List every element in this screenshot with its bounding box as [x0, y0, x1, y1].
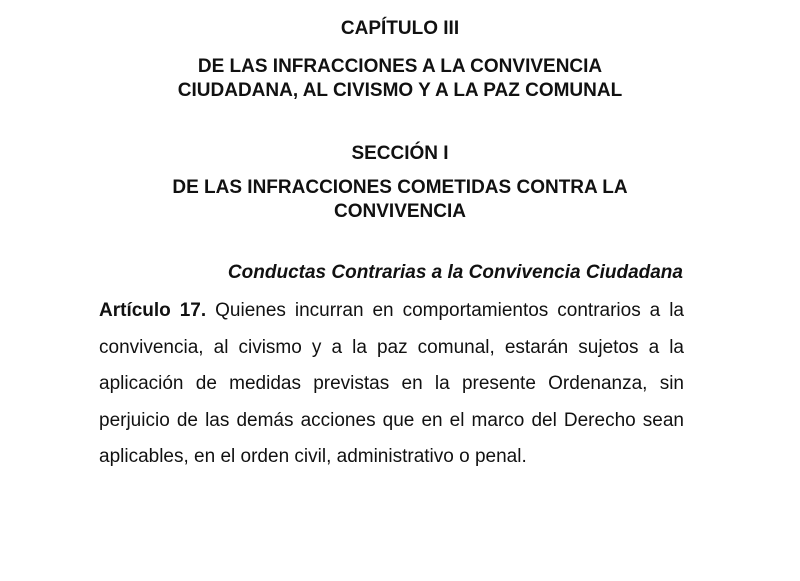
article-text: Quienes incurran en comportamientos contrarios a la convivencia, al civismo y a la paz comunal, estarán sujetos a la aplicación de medidas previstas en la presente Ordenanza, sin perjuicio de las demás acciones que en el marco del Derecho sean aplicables, en el orden civil, administrativo o penal. — [99, 300, 684, 467]
chapter-title — [0, 55, 800, 103]
article-label: Artículo 17. — [99, 300, 207, 321]
article-subheading: Conductas Contrarias a la Convivencia Ciudadana — [227, 262, 683, 283]
section-title-line-1: DE LAS INFRACCIONES COMETIDAS CONTRA LA — [172, 177, 628, 198]
section-label: SECCIÓN I — [351, 143, 449, 164]
section-title-line-2: CONVIVENCIA — [334, 201, 466, 222]
chapter-title-line-2: CIUDADANA, AL CIVISMO Y A LA PAZ COMUNAL — [177, 80, 623, 101]
section-title — [0, 176, 800, 224]
chapter-label: CAPÍTULO III — [340, 18, 460, 39]
article-paragraph — [99, 293, 684, 476]
chapter-title-line-1: DE LAS INFRACCIONES A LA CONVIVENCIA — [197, 56, 603, 77]
